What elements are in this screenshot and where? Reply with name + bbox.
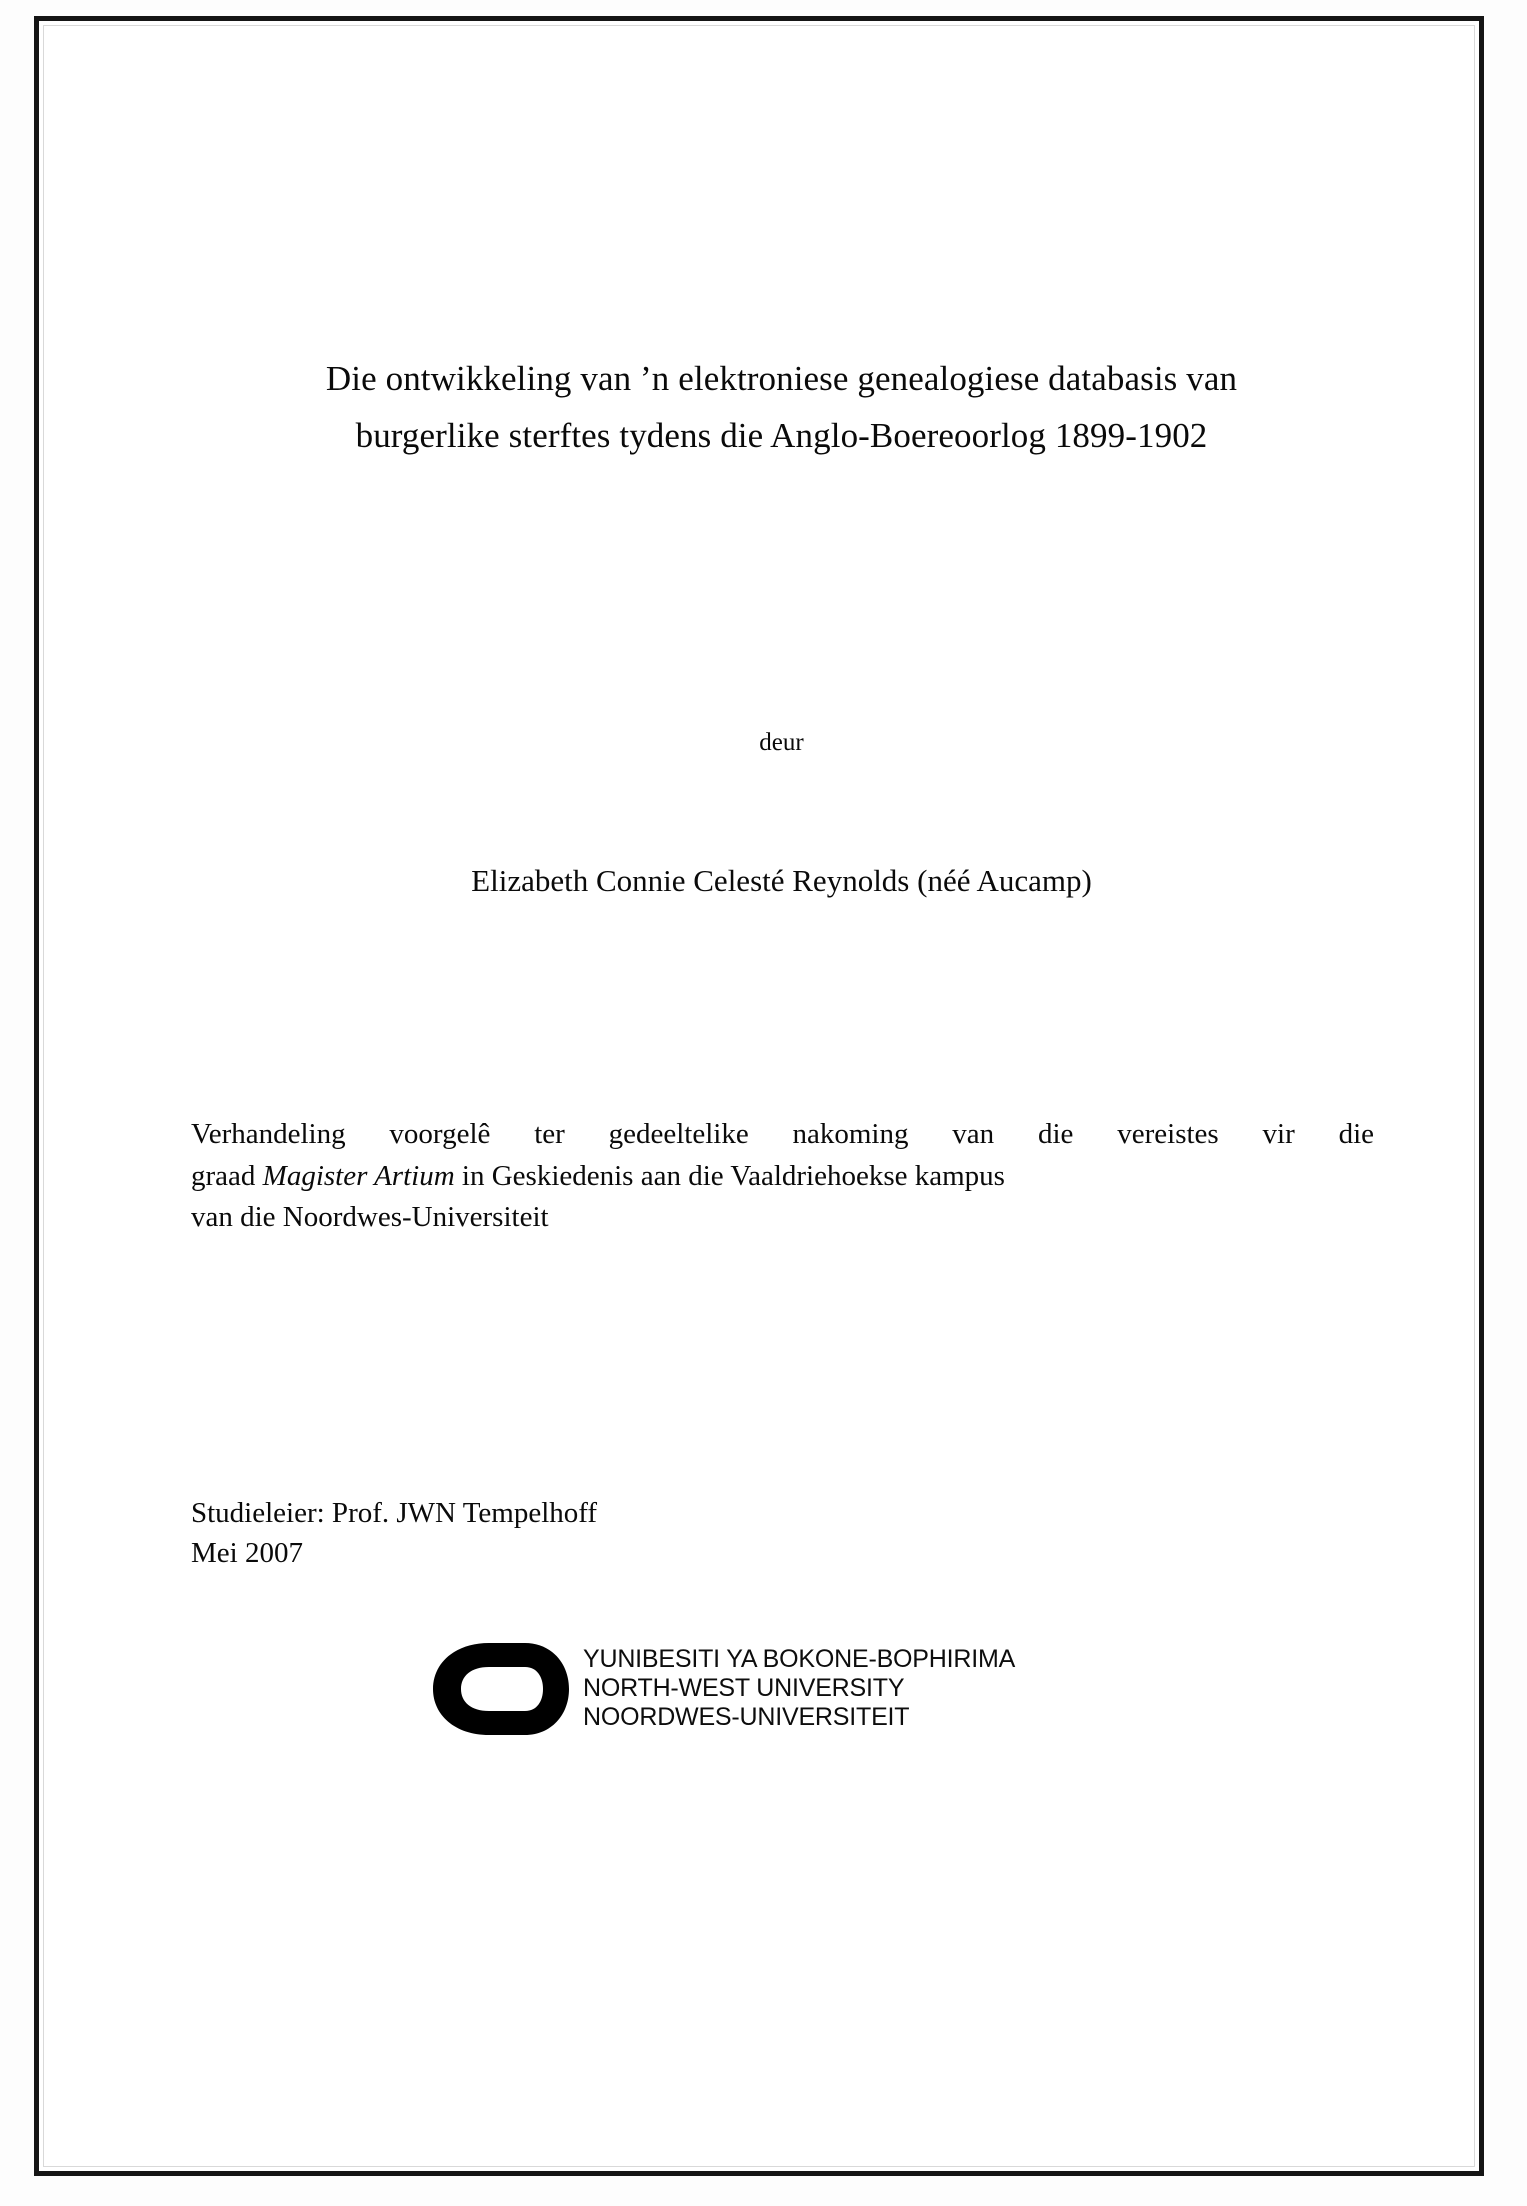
supervisor-and-date [189,1493,1374,1573]
university-logo [189,1637,1374,1741]
thesis-title [189,351,1374,464]
degree-statement-line-2-prefix: graad [191,1159,263,1192]
title-page-content [189,351,1374,1741]
nwu-emblem-icon [427,1637,577,1741]
logo-text-line-1: YUNIBESITI YA BOKONE-BOPHIRIMA [583,1645,1016,1674]
date-line: Mei 2007 [191,1536,303,1569]
degree-statement [189,1114,1374,1238]
logo-text-line-2: NORTH-WEST UNIVERSITY [583,1674,905,1703]
author-name: Elizabeth Connie Celesté Reynolds (néé Aucamp) [471,863,1092,899]
degree-statement-line-3: van die Noordwes-Universiteit [191,1200,549,1233]
degree-statement-line-2-suffix: in Geskiedenis aan die Vaaldriehoekse kampus [454,1159,1005,1192]
logo-text-line-3: NOORDWES-UNIVERSITEIT [583,1703,910,1732]
page-border-frame [34,16,1484,2176]
title-line-1: Die ontwikkeling van ’n elektroniese genealogiese databasis van [325,359,1238,398]
university-logo-text [583,1645,1015,1732]
degree-statement-line-2 [191,1156,1374,1197]
degree-name-italic: Magister Artium [262,1159,455,1192]
by-label: deur [759,729,804,757]
degree-statement-line-1: Verhandeling voorgelê ter gedeeltelike nakoming van die vereistes vir die [191,1118,1374,1151]
supervisor-line: Studieleier: Prof. JWN Tempelhoff [191,1496,598,1529]
title-line-2: burgerlike sterftes tydens die Anglo-Boereoorlog 1899-1902 [355,415,1208,455]
